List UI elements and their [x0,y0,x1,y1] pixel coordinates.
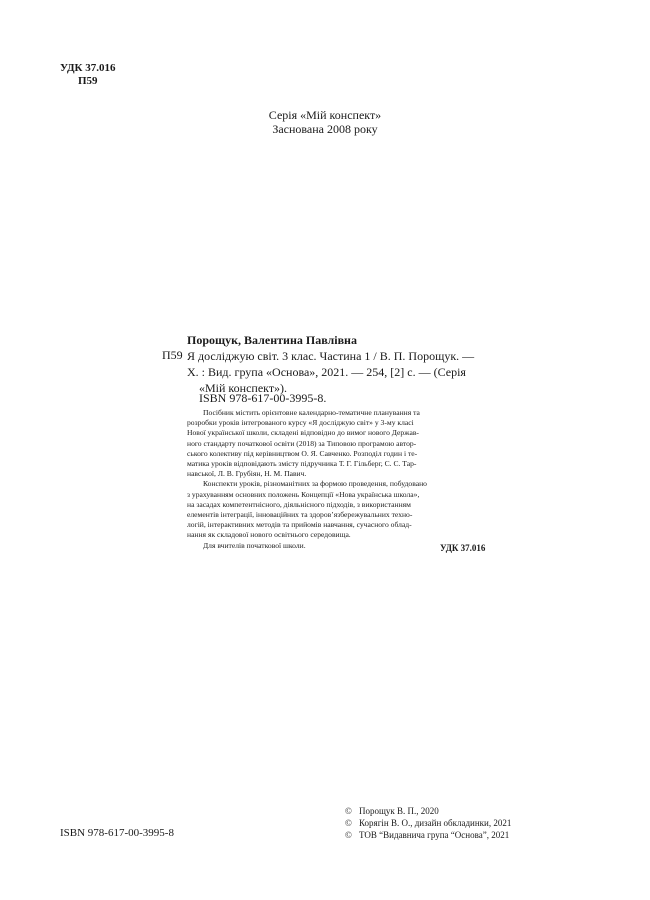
annotation-line: нання як складової нового освітнього середовища. [187,530,351,540]
series-name: Серія «Мій конспект» [268,108,382,122]
copyright-row [345,817,511,829]
annotation-line: на засадах компетентнісного, діяльнісного підходів, з використанням [187,499,411,509]
copyright-row [345,805,511,817]
series-block [0,108,650,136]
annotation-line: Нової української школи, складені відповідно до вимог нового Держав- [187,428,419,438]
annotation-line: ського колективу під керівництвом О. Я. Савченко. Розподіл годин і те- [187,448,418,458]
copyright-icon: © [345,806,352,816]
annotation-line: Посібник містить орієнтовне календарно-тематичне планування та [203,408,420,417]
annotation-line: логій, інтерактивних методів та прийомів навчання, сучасного облад- [187,520,412,530]
copyright-icon: © [345,830,352,840]
biblio-line: Х. : Вид. група «Основа», 2021. — 254, [2] с. — (Серія [187,365,466,379]
annotation-line: розробки уроків інтегрованого курсу «Я досліджую світ» у 3-му класі [187,418,414,428]
copyright-text: Порощук В. П., 2020 [359,806,439,816]
footer-isbn: ISBN 978-617-00-3995-8 [60,827,174,839]
copyright-block [345,805,511,841]
author-mark: П59 [77,75,98,87]
catalog-udk: УДК 37.016 [440,543,486,553]
bibliographic-description [187,348,495,396]
annotation-line: навської, Л. В. Грубіян, Н. М. Павич. [187,469,307,479]
annotation [187,408,495,551]
annotation-line: Для вчителів початкової школи. [203,540,306,550]
annotation-line: матика уроків відповідають змісту підручника Т. Г. Гільберг, С. С. Тар- [187,459,417,469]
catalog-author-mark: П59 [162,348,183,362]
annotation-line: Конспекти уроків, різноманітних за формою проведення, побудовано [203,479,427,489]
catalog-isbn: ISBN 978-617-00-3995-8. [199,391,327,405]
copyright-text: ТОВ “Видавнича група “Основа”, 2021 [359,830,510,840]
series-founded: Заснована 2008 року [272,122,378,136]
biblio-line: «Мій конспект»). [199,381,288,395]
annotation-line: елементів інтеграції, інноваційних та здоров’язбережувальних техно- [187,510,413,520]
udk-block [60,62,116,88]
udk-code: УДК 37.016 [60,62,116,74]
annotation-line: ного стандарту початкової освіти (2018) за Типовою програмою автор- [187,438,417,448]
biblio-line: Я досліджую світ. 3 клас. Частина 1 / В. П. Порощук. — [187,349,475,363]
copyright-icon: © [345,818,352,828]
copyright-text: Корягін В. О., дизайн обкладинки, 2021 [359,818,512,828]
copyright-row [345,829,511,841]
catalog-author: Порощук, Валентина Павлівна [187,333,357,347]
annotation-line: з урахуванням основних положень Концепції «Нова українська школа», [187,489,420,499]
